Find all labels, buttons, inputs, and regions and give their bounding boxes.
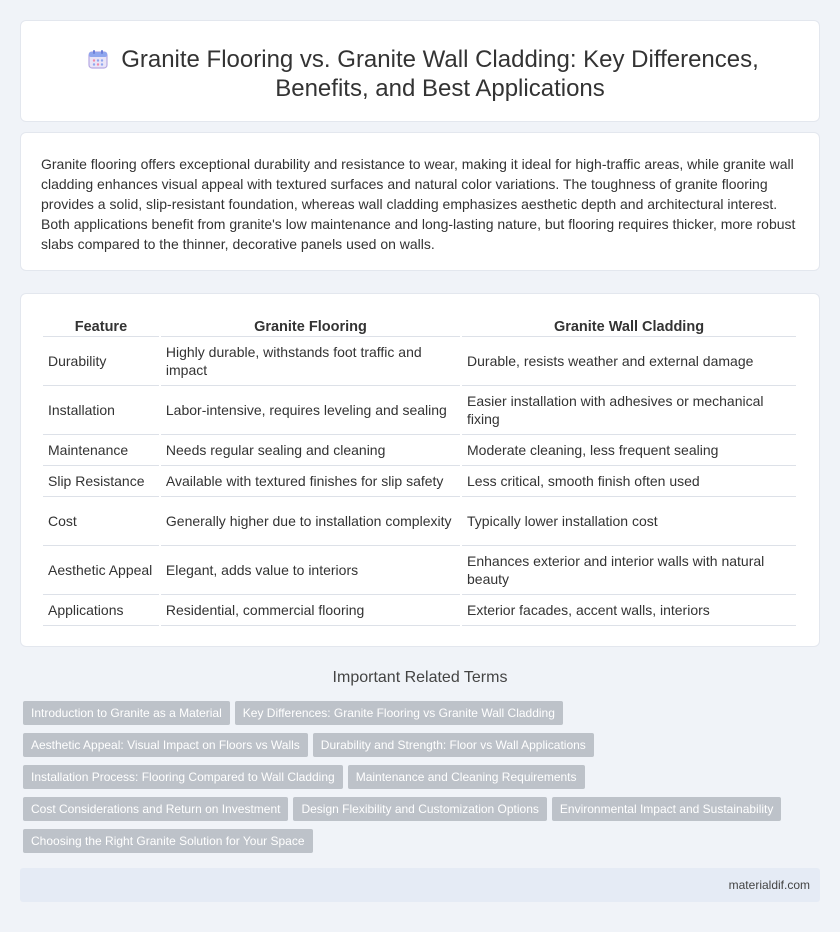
title-card <box>20 20 820 122</box>
table-row <box>43 497 796 546</box>
table-cell: Generally higher due to installation complexity <box>161 497 460 546</box>
table-cell: Applications <box>43 595 159 626</box>
table-row <box>43 546 796 595</box>
table-cell: Less critical, smooth finish often used <box>462 466 796 497</box>
table-row <box>43 466 796 497</box>
related-term-tag[interactable]: Durability and Strength: Floor vs Wall Applications <box>313 733 594 757</box>
table-header-feature: Feature <box>43 315 159 337</box>
footer <box>20 868 820 902</box>
table-cell: Labor-intensive, requires leveling and sealing <box>161 386 460 435</box>
table-row <box>43 435 796 466</box>
table-cell: Slip Resistance <box>43 466 159 497</box>
table-cell: Highly durable, withstands foot traffic and impact <box>161 337 460 386</box>
comparison-table-card <box>20 293 820 647</box>
intro-card <box>20 132 820 271</box>
table-cell: Cost <box>43 497 159 546</box>
table-cell: Elegant, adds value to interiors <box>161 546 460 595</box>
table-cell: Moderate cleaning, less frequent sealing <box>462 435 796 466</box>
related-term-tag[interactable]: Maintenance and Cleaning Requirements <box>348 765 585 789</box>
related-term-tag[interactable]: Design Flexibility and Customization Options <box>293 797 546 821</box>
related-term-tag[interactable]: Installation Process: Flooring Compared to Wall Cladding <box>23 765 343 789</box>
table-row <box>43 595 796 626</box>
related-term-tag[interactable]: Choosing the Right Granite Solution for Your Space <box>23 829 313 853</box>
table-cell: Easier installation with adhesives or mechanical fixing <box>462 386 796 435</box>
table-cell: Residential, commercial flooring <box>161 595 460 626</box>
related-term-tag[interactable]: Environmental Impact and Sustainability <box>552 797 781 821</box>
footer-site-link[interactable]: materialdif.com <box>728 878 810 892</box>
comparison-table <box>41 315 798 626</box>
table-cell: Aesthetic Appeal <box>43 546 159 595</box>
table-cell: Enhances exterior and interior walls with natural beauty <box>462 546 796 595</box>
table-header-cladding: Granite Wall Cladding <box>462 315 796 337</box>
table-cell: Maintenance <box>43 435 159 466</box>
table-row <box>43 386 796 435</box>
table-header-flooring: Granite Flooring <box>161 315 460 337</box>
intro-paragraph: Granite flooring offers exceptional durability and resistance to wear, making it ideal for high-traffic areas, while granite wall cladding enhances visual appeal with textured surfaces and natural color variations. The toughness of granite flooring provides a solid, slip-resistant foundation, whereas wall cladding emphasizes aesthetic depth and architectural interest. Both applications benefit from granite's low maintenance and long-lasting nature, but flooring requires thicker, more robust slabs compared to the thinner, decorative panels used on walls. <box>41 156 796 252</box>
table-cell: Typically lower installation cost <box>462 497 796 546</box>
table-cell: Exterior facades, accent walls, interiors <box>462 595 796 626</box>
table-cell: Installation <box>43 386 159 435</box>
related-term-tag[interactable]: Aesthetic Appeal: Visual Impact on Floors vs Walls <box>23 733 308 757</box>
page-title: Granite Flooring vs. Granite Wall Cladding: Key Differences, Benefits, and Best Applications <box>121 46 759 102</box>
related-term-tag[interactable]: Cost Considerations and Return on Investment <box>23 797 288 821</box>
table-cell: Available with textured finishes for slip safety <box>161 466 460 497</box>
table-cell: Durable, resists weather and external damage <box>462 337 796 386</box>
related-terms-title: Important Related Terms <box>332 669 508 686</box>
table-cell: Durability <box>43 337 159 386</box>
related-terms-list <box>23 701 823 861</box>
table-cell: Needs regular sealing and cleaning <box>161 435 460 466</box>
related-term-tag[interactable]: Introduction to Granite as a Material <box>23 701 230 725</box>
related-term-tag[interactable]: Key Differences: Granite Flooring vs Granite Wall Cladding <box>235 701 563 725</box>
table-row <box>43 337 796 386</box>
